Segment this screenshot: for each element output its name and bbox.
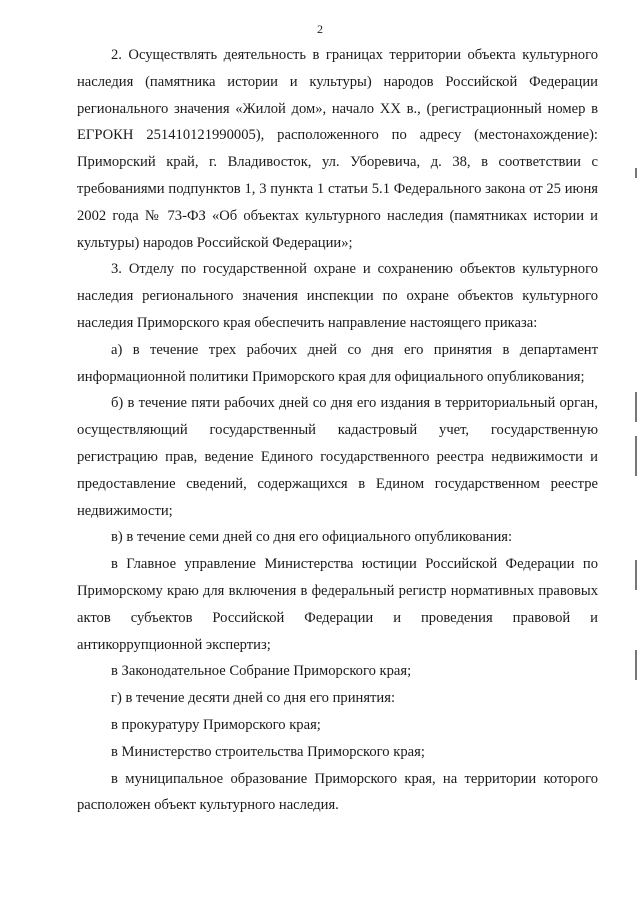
paragraph-subitem-v: в) в течение семи дней со дня его официального опубликования: (111, 529, 513, 546)
scan-edge-mark (635, 168, 637, 178)
paragraph-municipality: в муниципальное образование Приморского края, на территории которого расположен объект культурного наследия. (77, 770, 598, 814)
paragraph-legislative-assembly: в Законодательное Собрание Приморского края; (111, 663, 412, 680)
paragraph-item-3: 3. Отделу по государственной охране и сохранению объектов культурного наследия регионального значения инспекции по охране объектов культурного наследия Приморского края обеспечить направление настоящего приказа: (77, 261, 598, 331)
scan-edge-mark (635, 650, 637, 680)
paragraph-prosecutor: в прокуратуру Приморского края; (111, 716, 321, 733)
scan-edge-mark (635, 392, 637, 422)
paragraph-item-2: 2. Осуществлять деятельность в границах территории объекта культурного наследия (памятника истории и культуры) народов Российской Федерации регионального значения «Жилой дом», начало XX в., (регистрационный номер в ЕГРОКН 251410121990005), расположенного по адресу (местонахождение): Приморский край, г. Владивосток, ул. Уборевича, д. 38, в соответствии с требованиями подпунктов 1, 3 пункта 1 статьи 5.1 Федерального закона от 25 июня 2002 года № 73-ФЗ «Об объектах культурного наследия (памятниках истории и культуры) народов Российской Федерации»; (77, 47, 598, 251)
scan-edge-mark (635, 436, 637, 476)
document-body (77, 42, 598, 819)
paragraph-ministry-construction: в Министерство строительства Приморского края; (111, 743, 425, 760)
paragraph-subitem-b: б) в течение пяти рабочих дней со дня его издания в территориальный орган, осуществляющий государственный кадастровый учет, государственную регистрацию прав, ведение Единого государственного реестра недвижимости и предоставление сведений, содержащихся в Едином государственном реестре недвижимости; (77, 395, 598, 519)
paragraph-ministry-justice: в Главное управление Министерства юстиции Российской Федерации по Приморскому краю для включения в федеральный регистр нормативных правовых актов субъектов Российской Федерации и проведения правовой и антикоррупционной экспертиз; (77, 556, 598, 653)
paragraph-subitem-g: г) в течение десяти дней со дня его принятия: (111, 690, 396, 707)
page-number: 2 (317, 22, 323, 36)
paragraph-subitem-a: а) в течение трех рабочих дней со дня его принятия в департамент информационной политики Приморского края для официального опубликования; (77, 341, 598, 385)
scan-edge-mark (635, 560, 637, 590)
